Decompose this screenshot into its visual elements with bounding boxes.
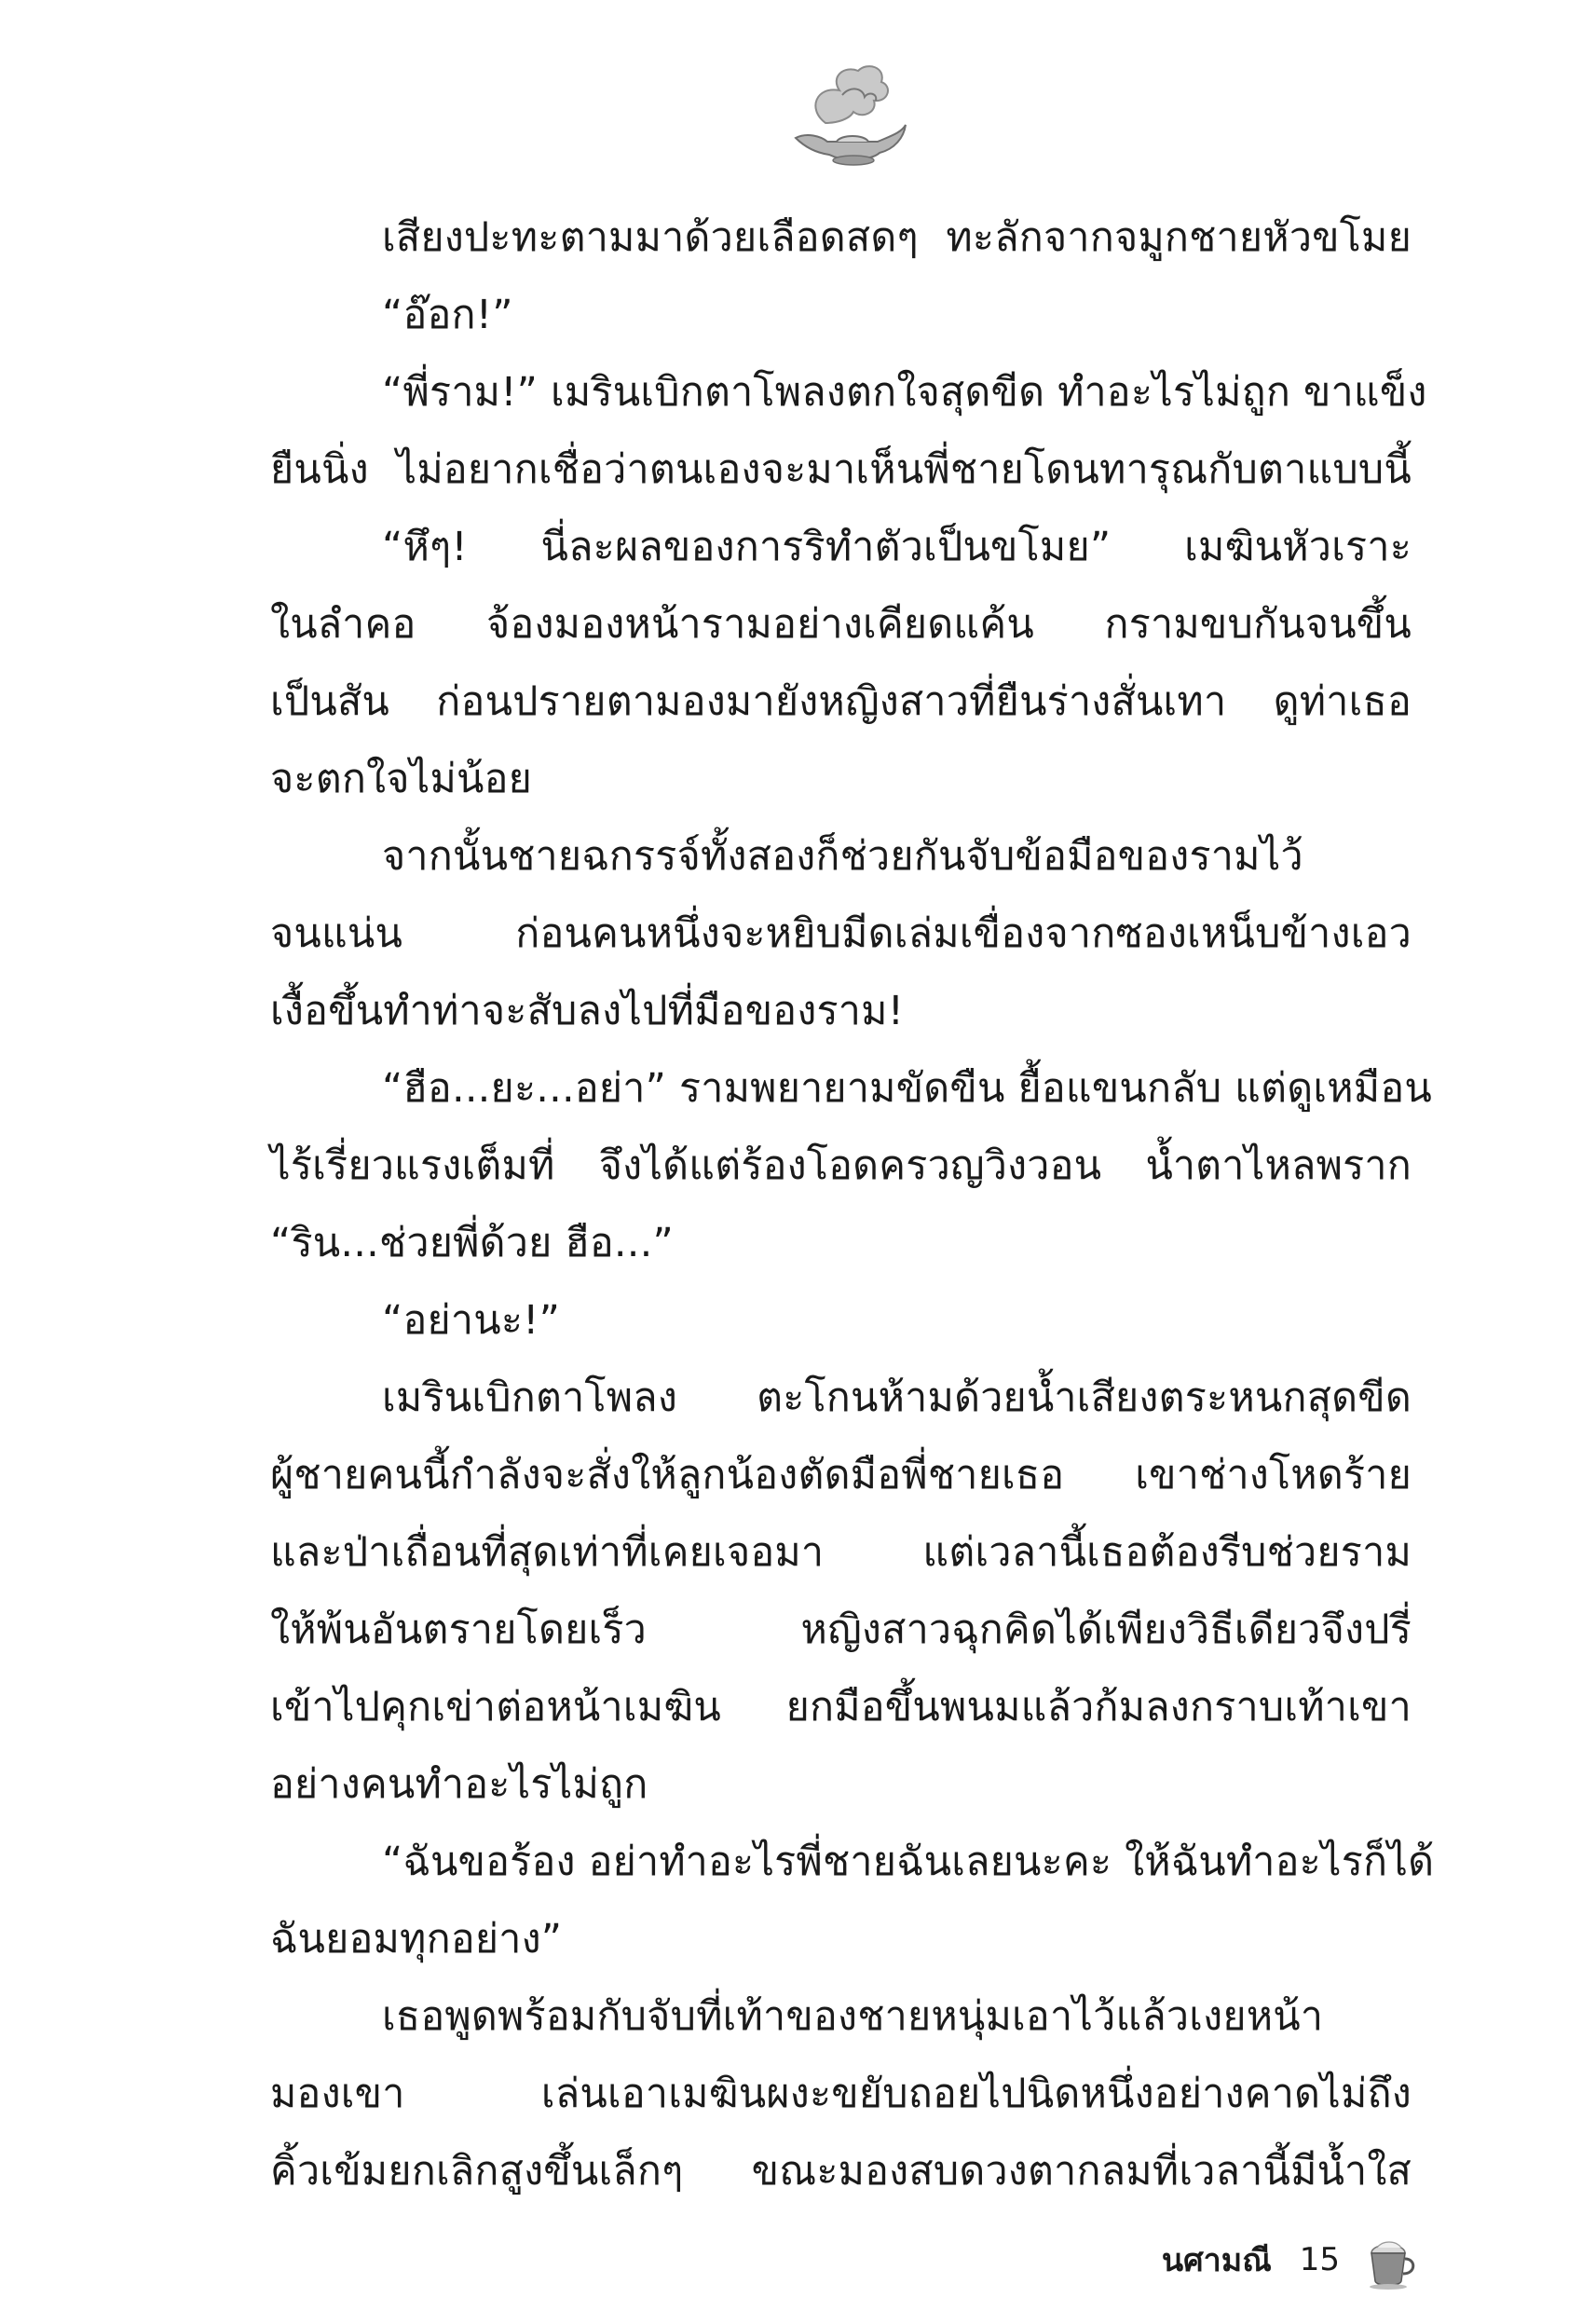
genie-lamp-icon	[788, 58, 909, 170]
text-line: อย่างคนทำอะไรไม่ถูก	[270, 1761, 648, 1808]
text-line: มองเขา เล่นเอาเมฆินผงะขยับถอยไปนิดหนึ่งอย่างคาดไม่ถึง	[270, 2071, 1412, 2117]
page-number: 15	[1299, 2241, 1340, 2278]
text-line: และป่าเถื่อนที่สุดเท่าที่เคยเจอมา แต่เวลานี้เธอต้องรีบช่วยราม	[270, 1529, 1412, 1576]
text-line: “ฮือ...ยะ...อย่า” รามพยายามขัดขืน ยื้อแขนกลับ แต่ดูเหมือน	[382, 1065, 1432, 1112]
text-line: ยืนนิ่ง ไม่อยากเชื่อว่าตนเองจะมาเห็นพี่ชายโดนทารุณกับตาแบบนี้	[270, 446, 1412, 493]
page-footer	[1118, 2222, 1416, 2297]
body-text	[270, 199, 1435, 2210]
text-line: ฉันยอมทุกอย่าง”	[270, 1916, 563, 1962]
text-line: จะตกใจไม่น้อย	[270, 756, 533, 802]
text-line: “ริน...ช่วยพี่ด้วย ฮือ...”	[270, 1220, 674, 1266]
text-line: เธอพูดพร้อมกับจับที่เท้าของชายหนุ่มเอาไว้แล้วเงยหน้า	[382, 1993, 1324, 2040]
text-line: “อ๊อก!”	[382, 292, 513, 338]
text-line: เป็นสัน ก่อนปรายตามองมายังหญิงสาวที่ยืนร่างสั่นเทา ดูท่าเธอ	[270, 678, 1412, 725]
text-line: จนแน่น ก่อนคนหนึ่งจะหยิบมีดเล่มเขื่องจากซองเหน็บข้างเอว	[270, 910, 1412, 957]
footer-author: นศามณี	[1161, 2242, 1272, 2279]
text-line: เมรินเบิกตาโพลง ตะโกนห้ามด้วยน้ำเสียงตระหนกสุดขีด	[382, 1374, 1412, 1421]
text-line: ไร้เรี่ยวแรงเต็มที่ จึงได้แต่ร้องโอดครวญวิงวอน น้ำตาไหลพราก	[270, 1142, 1412, 1189]
text-line: เสียงปะทะตามมาด้วยเลือดสดๆ ทะลักจากจมูกชายหัวขโมย	[382, 214, 1412, 261]
text-line: คิ้วเข้มยกเลิกสูงขึ้นเล็กๆ ขณะมองสบดวงตากลมที่เวลานี้มีน้ำใส	[270, 2148, 1412, 2195]
text-line: “อย่านะ!”	[382, 1297, 561, 1344]
text-line: เข้าไปคุกเข่าต่อหน้าเมฆิน ยกมือขึ้นพนมแล้วก้มลงกราบเท้าเขา	[270, 1684, 1412, 1730]
text-line: เงื้อขึ้นทำท่าจะสับลงไปที่มือของราม!	[270, 988, 905, 1034]
text-line: “ฉันขอร้อง อย่าทำอะไรพี่ชายฉันเลยนะคะ ให้ฉันทำอะไรก็ได้	[382, 1839, 1435, 1885]
text-line: “พี่ราม!” เมรินเบิกตาโพลงตกใจสุดขีด ทำอะไรไม่ถูก ขาแข็ง	[382, 369, 1427, 416]
text-line: จากนั้นชายฉกรรจ์ทั้งสองก็ช่วยกันจับข้อมือของรามไว้	[382, 833, 1303, 880]
text-line: ให้พ้นอันตรายโดยเร็ว หญิงสาวฉุกคิดได้เพียงวิธีเดียวจึงปรี่	[270, 1607, 1412, 1653]
coffee-cup-icon	[1364, 2229, 1416, 2290]
text-line: “หึๆ! นี่ละผลของการริทำตัวเป็นขโมย” เมฆินหัวเราะ	[382, 524, 1412, 570]
text-line: ในลำคอ จ้องมองหน้ารามอย่างเคียดแค้น กรามขบกันจนขึ้น	[270, 601, 1412, 648]
text-line: ผู้ชายคนนี้กำลังจะสั่งให้ลูกน้องตัดมือพี่ชายเธอ เขาช่างโหดร้าย	[270, 1452, 1412, 1498]
